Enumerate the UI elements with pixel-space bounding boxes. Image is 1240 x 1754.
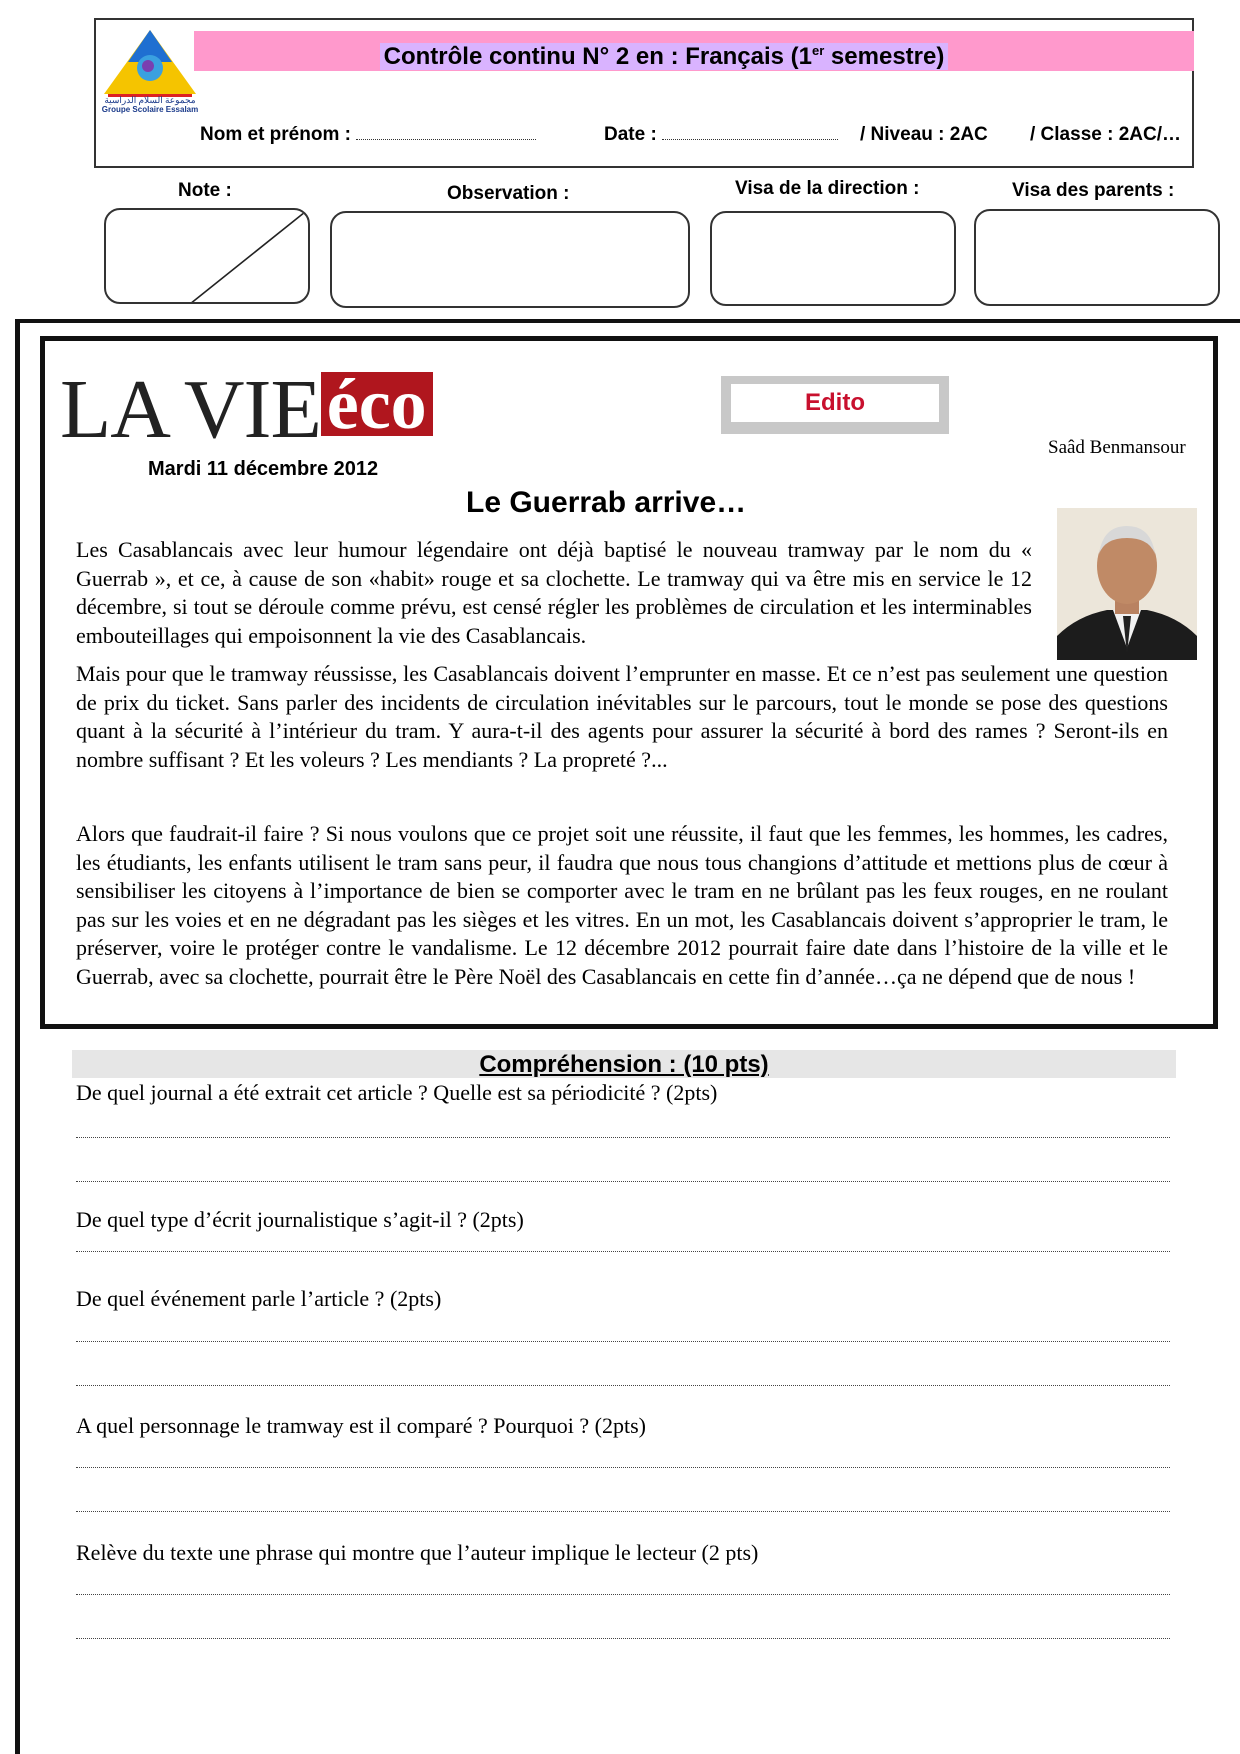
question-2: De quel type d’écrit journalistique s’agit-il ? (2pts) <box>76 1207 524 1232</box>
answer-line[interactable] <box>76 1340 1170 1342</box>
school-logo <box>100 28 200 114</box>
author-photo <box>1057 508 1197 660</box>
note-box[interactable] <box>104 208 310 304</box>
logo-arabic-text: مجموعة السلام الدراسية <box>104 95 196 105</box>
rubric-label: Edito <box>731 384 939 422</box>
name-field[interactable] <box>200 124 536 146</box>
answer-line[interactable] <box>76 1466 1170 1468</box>
visa-direction-label: Visa de la direction : <box>735 178 920 199</box>
author-name: Saâd Benmansour <box>1048 437 1186 458</box>
note-label: Note : <box>178 180 232 201</box>
page-title: Contrôle continu N° 2 en : Français (1er semestre) <box>194 31 1134 71</box>
article-date: Mardi 11 décembre 2012 <box>148 458 379 480</box>
logo-french-text: Groupe Scolaire Essalam <box>101 105 199 114</box>
answer-line[interactable] <box>76 1136 1170 1138</box>
visa-parents-box[interactable] <box>974 209 1220 306</box>
note-diagonal <box>104 208 310 304</box>
classe-label: / Classe : 2AC/… <box>1030 124 1181 145</box>
answer-line[interactable] <box>76 1510 1170 1512</box>
name-blank[interactable] <box>356 125 536 140</box>
niveau-label: / Niveau : 2AC <box>860 124 988 145</box>
section-title: Compréhension : (10 pts) <box>479 1051 769 1078</box>
answer-line[interactable] <box>76 1250 1170 1252</box>
answer-line[interactable] <box>76 1637 1170 1639</box>
date-blank[interactable] <box>662 125 838 140</box>
name-label: Nom et prénom : <box>200 124 351 145</box>
answer-line[interactable] <box>76 1180 1170 1182</box>
question-4: A quel personnage le tramway est il comparé ? Pourquoi ? (2pts) <box>76 1413 647 1438</box>
question-1: De quel journal a été extrait cet article ? Quelle est sa périodicité ? (2pts) <box>76 1080 718 1105</box>
visa-direction-box[interactable] <box>710 211 956 306</box>
answer-line[interactable] <box>76 1593 1170 1595</box>
visa-parents-label: Visa des parents : <box>1012 180 1175 201</box>
question-3: De quel événement parle l’article ? (2pts) <box>76 1286 442 1311</box>
article-paragraph-2: Mais pour que le tramway réussisse, les Casablancais doivent l’emprunter en masse. Et ce n’est pas seulement une question de prix du ticket. Sans parler des incidents de circulation inévitables sur le parcours, tout le monde se pose des questions quant à la sécurité à l’intérieur du tram. Y aura-t-il des agents pour assurer la sécurité à bord des rames ? Seront-ils en nombre suffisant ? Et les voleurs ? Les mendiants ? La propreté ?... <box>76 661 1168 772</box>
answer-line[interactable] <box>76 1384 1170 1386</box>
date-label: Date : <box>604 124 657 145</box>
observation-label: Observation : <box>447 183 570 204</box>
journal-name-la-vie: LA VIE <box>60 363 321 456</box>
article-paragraph-1: Les Casablancais avec leur humour légendaire ont déjà baptisé le nouveau tramway par le nom du « Guerrab », et ce, à cause de son «habit» rouge et sa clochette. Le tramway qui va être mis en service le 12 décembre, si tout se déroule comme prévu, est censé régler les problèmes de circulation et les interminables embouteillages qui empoisonnent la vie des Casablancais. <box>76 537 1032 648</box>
observation-box[interactable] <box>330 211 690 308</box>
journal-name-eco: éco <box>321 372 433 436</box>
page-rule-left <box>15 319 20 1754</box>
article-paragraph-3: Alors que faudrait-il faire ? Si nous voulons que ce projet soit une réussite, il faut que les femmes, les hommes, les cadres, les étudiants, les enfants utilisent le tram sans peur, il faudra que nous tous changions d’attitude et mettions plus de cœur à sensibiliser les citoyens à l’importance de bien se comporter avec le tram en ne brûlant pas les feux rouges, en ne roulant pas sur les voies et en ne dégradant pas les sièges et les vitres. En un mot, les Casablancais doivent s’approprier le tram, le préserver, voire le protéger contre le vandalisme. Le 12 décembre 2012 pourrait faire date dans l’histoire de la ville et le Guerrab, avec sa clochette, pourrait être le Père Noël des Casablancais en cette fin d’année…ça ne dépend que de nous ! <box>76 821 1168 989</box>
date-field[interactable] <box>604 124 838 146</box>
page-rule-top <box>15 319 1240 323</box>
article-headline: Le Guerrab arrive… <box>466 486 747 519</box>
journal-logo <box>60 363 433 456</box>
question-5: Relève du texte une phrase qui montre que l’auteur implique le lecteur (2 pts) <box>76 1540 759 1565</box>
